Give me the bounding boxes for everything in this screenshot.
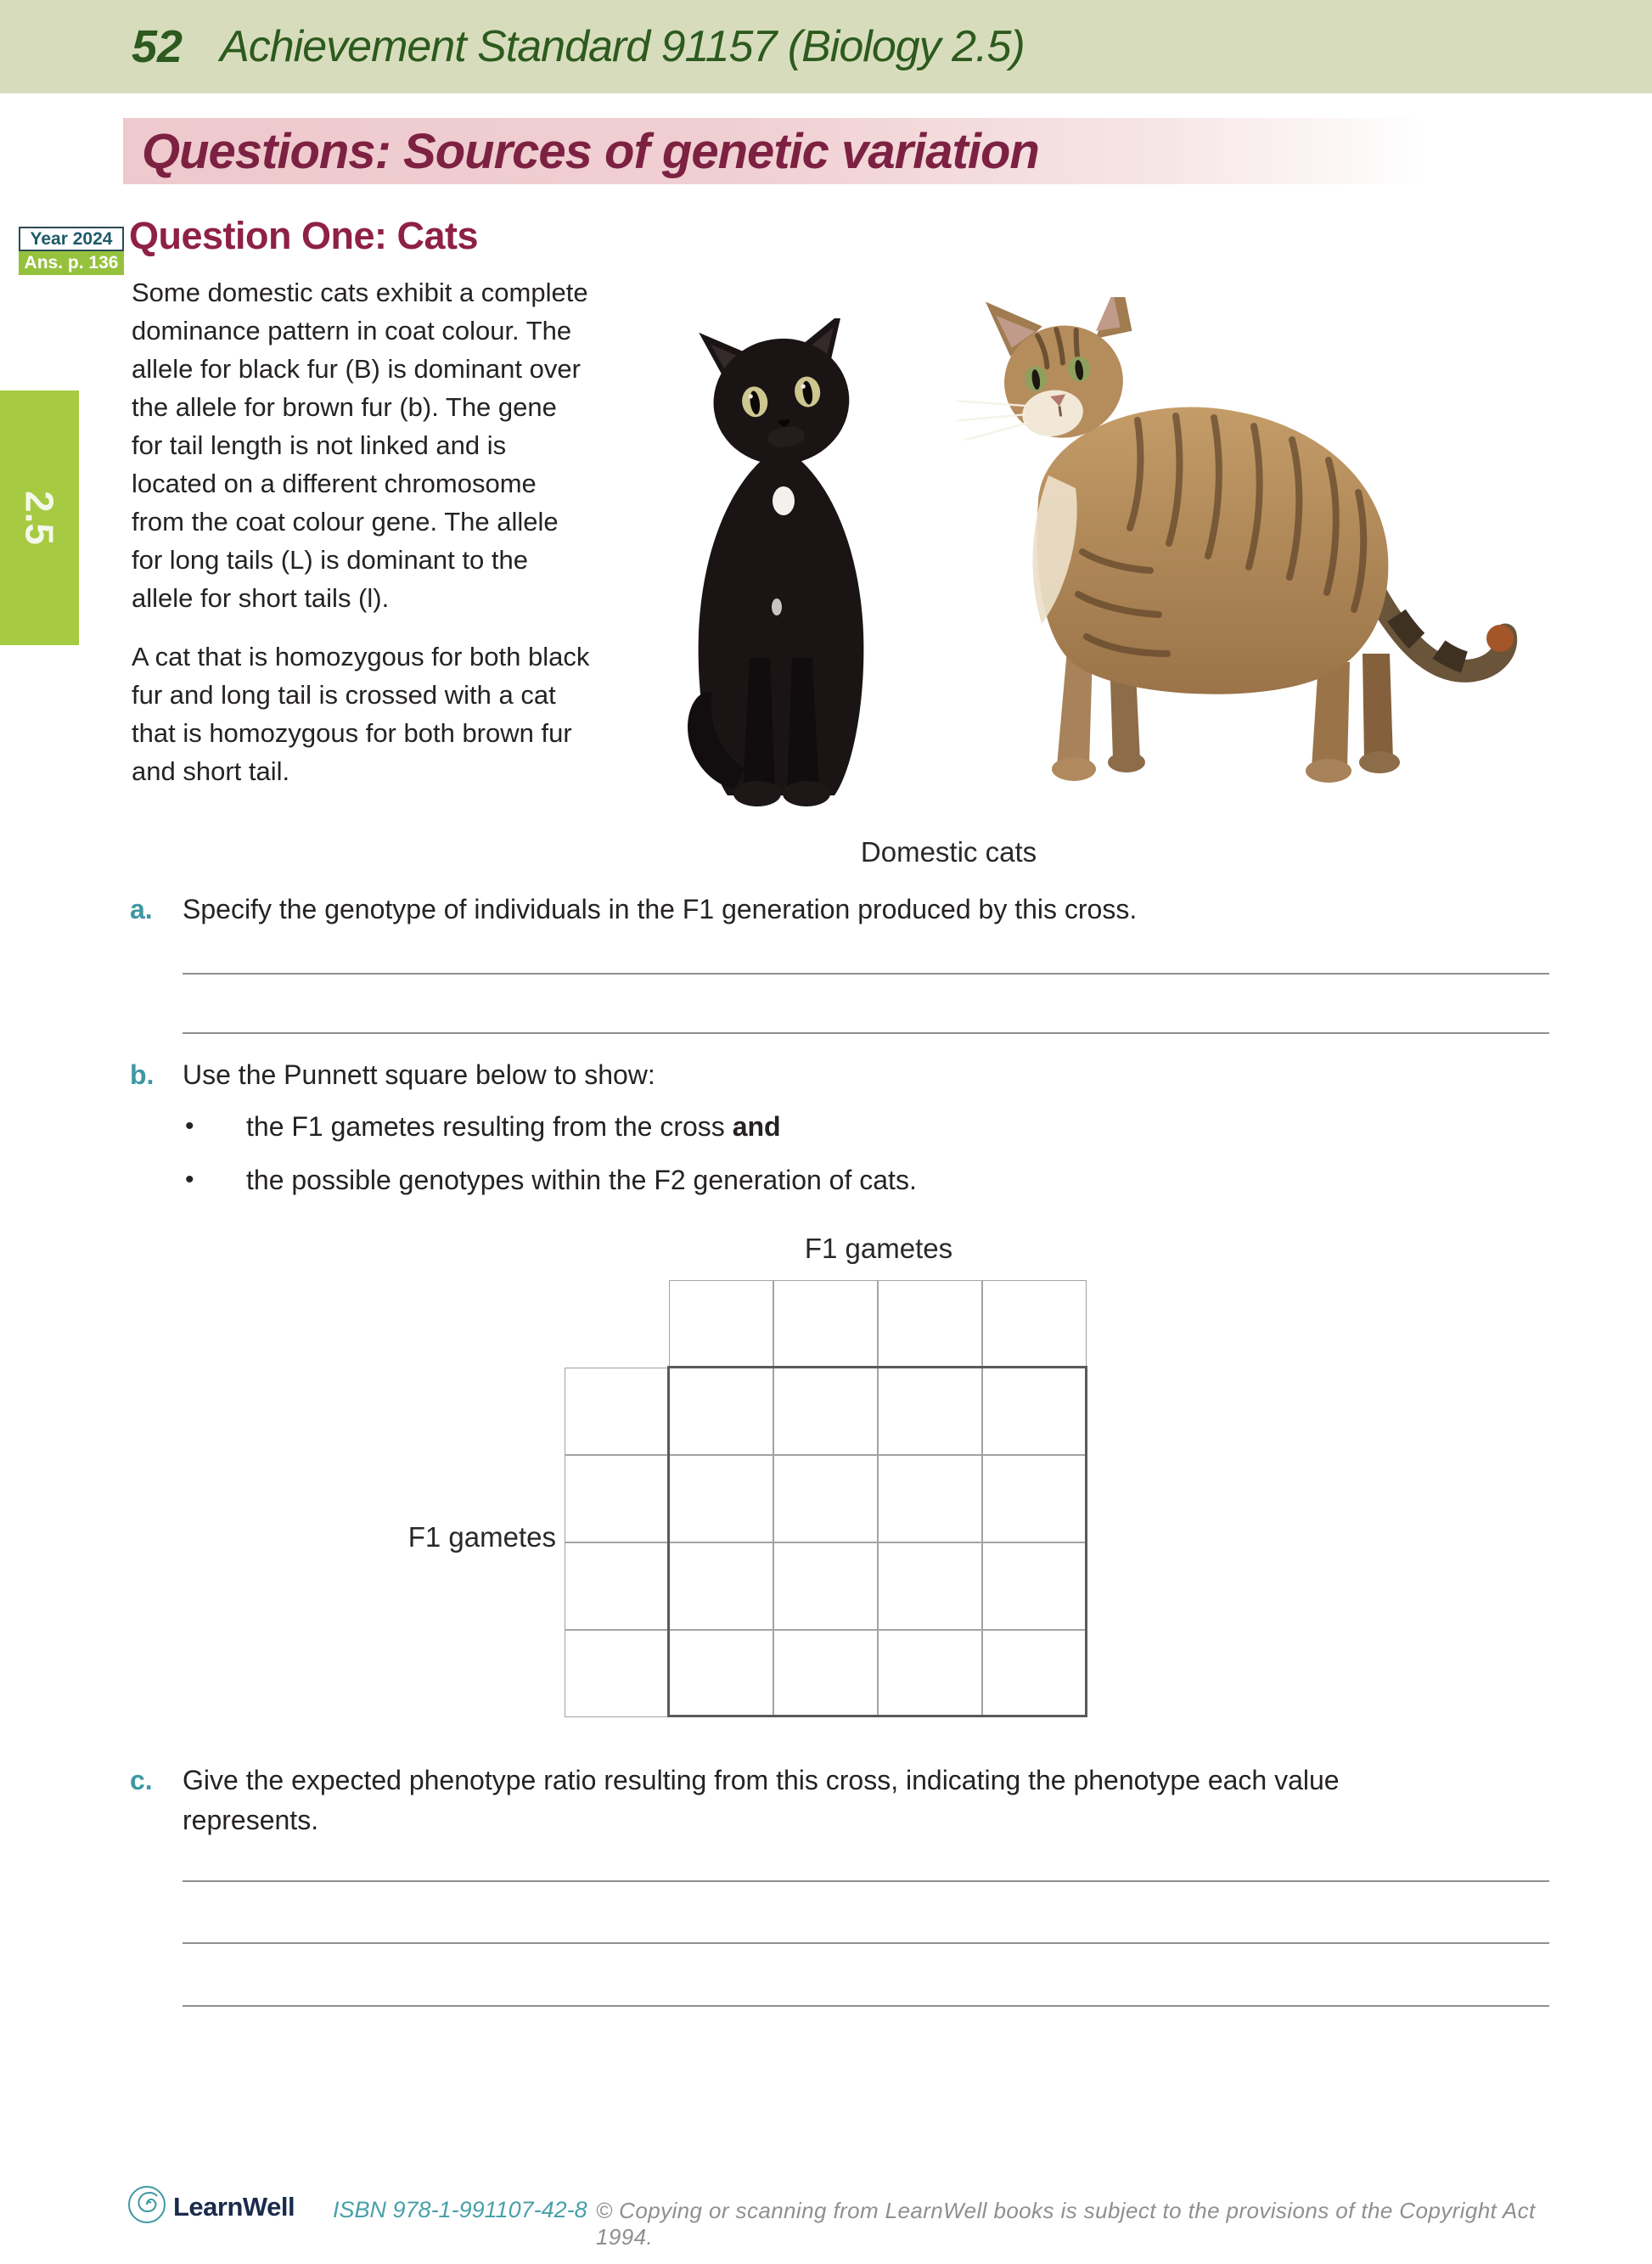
punnett-cell[interactable] bbox=[669, 1455, 773, 1542]
part-b-text: Use the Punnett square below to show: bbox=[183, 1059, 655, 1090]
punnett-cell[interactable] bbox=[773, 1280, 878, 1368]
punnett-cell[interactable] bbox=[565, 1630, 669, 1717]
punnett-cell[interactable] bbox=[982, 1280, 1087, 1368]
punnett-cell[interactable] bbox=[565, 1542, 669, 1630]
copyright-text: © Copying or scanning from LearnWell books is subject to the provisions of the Copyright Act 1994. bbox=[596, 2198, 1536, 2250]
question-intro bbox=[132, 273, 594, 811]
answer-line[interactable] bbox=[183, 1942, 1549, 1944]
brown-tabby-cat-photo bbox=[921, 297, 1524, 815]
punnett-grid bbox=[565, 1280, 1087, 1717]
year-badge bbox=[19, 227, 124, 251]
punnett-cell[interactable] bbox=[565, 1368, 669, 1455]
punnett-cell[interactable] bbox=[982, 1455, 1087, 1542]
isbn-text: ISBN 978-1-991107-42-8 bbox=[333, 2197, 587, 2222]
figure-caption: Domestic cats bbox=[860, 836, 1037, 868]
punnett-cell[interactable] bbox=[669, 1280, 773, 1368]
question-heading: Question One: Cats bbox=[129, 214, 479, 257]
answers-page-badge-label: Ans. p. 136 bbox=[24, 253, 119, 272]
chapter-side-tab-label: 2.5 bbox=[17, 491, 62, 545]
punnett-cell[interactable] bbox=[773, 1455, 878, 1542]
intro-paragraph-2: A cat that is homozygous for both black fur and long tail is crossed with a cat that is homozygous for both brown fur and short tail. bbox=[132, 642, 590, 786]
punnett-cell[interactable] bbox=[878, 1455, 982, 1542]
part-b bbox=[130, 1055, 1556, 1095]
part-c-text: Give the expected phenotype ratio resulting from this cross, indicating the phenotype each value represents. bbox=[183, 1765, 1340, 1835]
part-b-bullet-1-text bbox=[246, 1108, 781, 1145]
punnett-top-label: F1 gametes bbox=[804, 1233, 953, 1264]
cats-figure bbox=[628, 293, 1528, 836]
bullet-1-bold: and bbox=[732, 1111, 781, 1142]
part-b-bullet-2-text: the possible genotypes within the F2 generation of cats. bbox=[246, 1165, 917, 1195]
brand-name: LearnWell bbox=[173, 2192, 295, 2222]
bullet-icon: • bbox=[185, 1166, 194, 1194]
section-banner-title: Questions: Sources of genetic variation bbox=[142, 123, 1039, 179]
section-banner bbox=[123, 118, 1464, 184]
punnett-cell[interactable] bbox=[669, 1630, 773, 1717]
punnett-cell[interactable] bbox=[669, 1368, 773, 1455]
intro-paragraph-1: Some domestic cats exhibit a complete dominance pattern in coat colour. The allele for black fur (B) is dominant over the allele for brown fur (b). The gene for tail length is not linked and is located on a different chromosome from the coat colour gene. The allele for long tails (L) is dominant to the allele for short tails (l). bbox=[132, 278, 588, 613]
part-c bbox=[130, 1761, 1473, 1840]
punnett-corner bbox=[565, 1280, 669, 1368]
punnett-cell[interactable] bbox=[773, 1542, 878, 1630]
bullet-icon: • bbox=[185, 1112, 194, 1140]
answer-line[interactable] bbox=[183, 2005, 1549, 2007]
bullet-1-normal: the F1 gametes resulting from the cross bbox=[246, 1111, 733, 1142]
part-b-bullet-2 bbox=[185, 1161, 1543, 1199]
punnett-cell[interactable] bbox=[669, 1542, 773, 1630]
answer-line[interactable] bbox=[183, 1880, 1549, 1882]
part-b-bullet-1 bbox=[185, 1108, 1543, 1145]
punnett-cell[interactable] bbox=[565, 1455, 669, 1542]
punnett-left-label: F1 gametes bbox=[407, 1521, 556, 1553]
part-b-letter: b. bbox=[130, 1059, 155, 1090]
page-header-band bbox=[0, 0, 1652, 93]
answer-line[interactable] bbox=[183, 973, 1549, 975]
black-cat-photo bbox=[649, 318, 913, 815]
answer-line[interactable] bbox=[183, 1032, 1549, 1034]
punnett-cell[interactable] bbox=[878, 1542, 982, 1630]
page-number: 52 bbox=[132, 21, 183, 72]
punnett-cell[interactable] bbox=[878, 1280, 982, 1368]
standard-title: Achievement Standard 91157 (Biology 2.5) bbox=[220, 22, 1025, 71]
part-a-text: Specify the genotype of individuals in the F1 generation produced by this cross. bbox=[183, 894, 1138, 924]
punnett-cell[interactable] bbox=[773, 1630, 878, 1717]
year-badge-label: Year 2024 bbox=[30, 228, 113, 249]
punnett-cell[interactable] bbox=[982, 1368, 1087, 1455]
learnwell-logo-icon bbox=[127, 2185, 166, 2224]
chapter-side-tab bbox=[0, 390, 79, 645]
punnett-cell[interactable] bbox=[878, 1368, 982, 1455]
punnett-cell[interactable] bbox=[878, 1630, 982, 1717]
punnett-cell[interactable] bbox=[982, 1542, 1087, 1630]
part-c-letter: c. bbox=[130, 1765, 153, 1795]
part-a bbox=[130, 890, 1556, 930]
punnett-cell[interactable] bbox=[773, 1368, 878, 1455]
punnett-cell[interactable] bbox=[982, 1630, 1087, 1717]
part-a-letter: a. bbox=[130, 894, 153, 924]
answers-page-badge bbox=[19, 251, 124, 275]
